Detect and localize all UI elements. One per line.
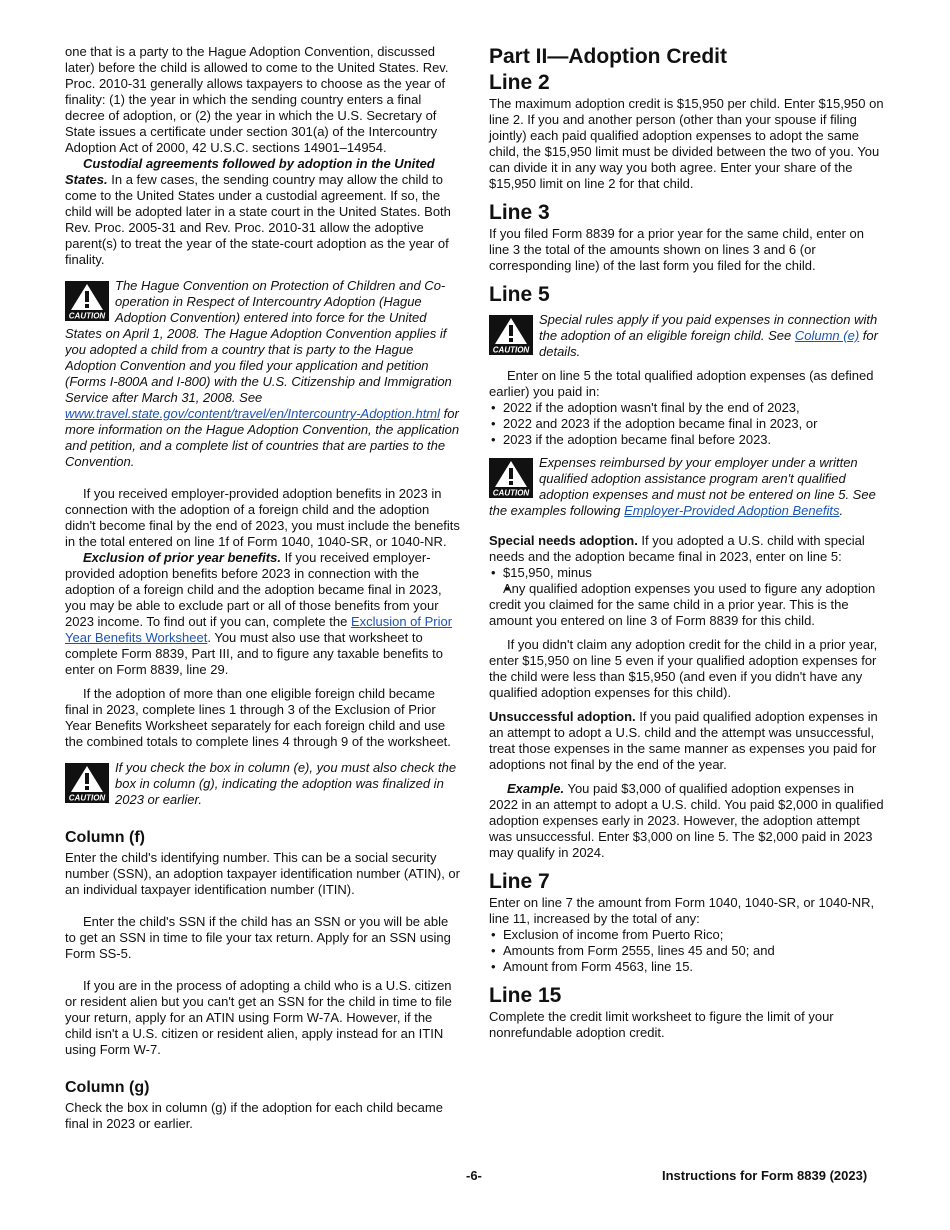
- caution-text: Special rules apply if you paid expenses in connection with the adoption of an eligible foreign child. See: [539, 312, 878, 343]
- right-column: [489, 44, 885, 1041]
- run-in-heading: Unsuccessful adoption.: [489, 709, 636, 724]
- list-item: • 2022 if the adoption wasn't final by the end of 2023,: [489, 400, 885, 416]
- paragraph-text: If you adopted a U.S. child with special needs and the adoption became final in 2023, enter on line 5:: [489, 533, 865, 564]
- paragraph-exclusion: [65, 550, 461, 678]
- paragraph: one that is a party to the Hague Adoption Convention, discussed later) before the child is allowed to come to the United States. Rev. Proc. 2010-31 generally allows taxpayers to choose as the year of finality: (1) the year in which the sending country enters a final decree of adoption, or (2) the year in which the U.S. Secretary of State issues a certificate under section 301(a) of the Intercountry Adoption Act of 2000, 42 U.S.C. sections 14901–14954.: [65, 44, 449, 155]
- bullet-list: [489, 400, 885, 448]
- paragraph: Check the box in column (g) if the adoption for each child became final in 2023 or earlier.: [65, 1100, 443, 1131]
- bullet-list: [489, 565, 885, 629]
- caution-icon: [489, 315, 533, 355]
- paragraph-text: . You must also use that worksheet to complete Form 8839, Part III, and to figure any taxable benefits to enter on Form 8839, line 29.: [65, 630, 443, 677]
- page-number: -6-: [466, 1168, 482, 1183]
- list-item: • 2022 and 2023 if the adoption became final in 2023, or: [489, 416, 885, 432]
- caution-note: [65, 760, 461, 808]
- caution-text: If you check the box in column (e), you must also check the box in column (g), indicating the adoption was finalized in 2023 or earlier.: [115, 760, 457, 807]
- caution-icon: [65, 281, 109, 321]
- heading-line-15: Line 15: [489, 984, 562, 1007]
- heading-line-2: Line 2: [489, 71, 550, 94]
- paragraph-special-needs: [489, 533, 885, 565]
- caution-icon: [489, 458, 533, 498]
- list-item: • Any qualified adoption expenses you used to figure any adoption credit you claimed for the same child in a prior year. This is the amount you entered on line 3 of Form 8839 for this child.: [489, 581, 885, 629]
- run-in-heading: Example.: [507, 781, 565, 796]
- bullet-list: [489, 927, 885, 975]
- paragraph: If you didn't claim any adoption credit for the child in a prior year, enter $15,950 on line 5 even if your qualified adoption expenses for the child were less than $15,950 (and even if you didn't have any qualified adoption expenses for this child).: [489, 637, 878, 700]
- caution-text: for more information on the Hague Adoption Convention, the application and petition, and a complete list of countries that are parties to the Convention.: [65, 406, 460, 469]
- paragraph-text: You paid $3,000 of qualified adoption expenses in 2022 in an attempt to adopt a U.S. child. You paid $2,000 in qualified adoption expenses early in 2023. However, the adoption attempt was unsuccessful. Enter $3,000 on line 5. The $2,000 paid in 2023 may qualify in 2024.: [489, 781, 884, 860]
- list-item: • 2023 if the adoption became final before 2023.: [489, 432, 885, 448]
- paragraph: Enter on line 7 the amount from Form 1040, 1040-SR, or 1040-NR, line 11, increased by the total of any:: [489, 895, 875, 926]
- paragraph-text: If you paid qualified adoption expenses in an attempt to adopt a U.S. child and the attempt was unsuccessful, treat those expenses in the same manner as expenses you paid for adoptions not final by the end of the year.: [489, 709, 878, 772]
- employer-provided-benefits-link[interactable]: Employer-Provided Adoption Benefits: [624, 503, 840, 518]
- heading-line-5: Line 5: [489, 283, 550, 306]
- svg-text:CAUTION: CAUTION: [68, 793, 106, 803]
- paragraph: Enter the child's identifying number. This can be a social security number (SSN), an adoption taxpayer identification number (ATIN), or an individual taxpayer identification number (ITIN).: [65, 850, 460, 897]
- caution-text: Expenses reimbursed by your employer under a written qualified adoption assistance program aren't qualified adoption expenses and must not be entered on line 5. See the examples following: [489, 455, 876, 518]
- caution-text: for details.: [539, 328, 878, 359]
- paragraph: Enter on line 5 the total qualified adoption expenses (as defined earlier) you paid in:: [489, 368, 874, 399]
- heading-line-7: Line 7: [489, 870, 550, 893]
- list-item: • Exclusion of income from Puerto Rico;: [489, 927, 885, 943]
- caution-note: [65, 278, 461, 470]
- left-column: [65, 44, 461, 1132]
- list-item: • Amounts from Form 2555, lines 45 and 50; and: [489, 943, 885, 959]
- paragraph: Complete the credit limit worksheet to figure the limit of your nonrefundable adoption credit.: [489, 1009, 834, 1040]
- caution-icon: [65, 763, 109, 803]
- paragraph: Enter the child's SSN if the child has an SSN or you will be able to get an SSN in time to file your tax return. Apply for an SSN using Form SS-5.: [65, 914, 451, 961]
- heading-column-f: Column (f): [65, 829, 145, 846]
- caution-text: .: [839, 503, 844, 518]
- run-in-heading: Exclusion of prior year benefits.: [83, 550, 281, 565]
- paragraph: The maximum adoption credit is $15,950 per child. Enter $15,950 on line 2. If you and another person (other than your spouse if filing jointly) each paid qualified adoption expenses to adopt the same child, the $15,950 limit must be divided between the two of you. You can divide it in any way you both agree. Enter your share of the $15,950 limit on line 2 for that child.: [489, 96, 884, 191]
- paragraph: If you are in the process of adopting a child who is a U.S. citizen or resident alien but you can't get an SSN for the child in time to file your return, apply for an ATIN using Form W-7A. However, if the child isn't a U.S. citizen or resident alien, apply instead for an ITIN using Form W-7.: [65, 978, 452, 1057]
- paragraph-example: [489, 781, 885, 861]
- paragraph: If the adoption of more than one eligible foreign child became final in 2023, complete lines 1 through 3 of the Exclusion of Prior Year Benefits Worksheet separately for each foreign child and use the combined totals to complete lines 4 through 9 of the worksheet.: [65, 686, 451, 749]
- caution-note: [489, 312, 885, 360]
- svg-text:CAUTION: CAUTION: [68, 311, 106, 321]
- paragraph: If you received employer-provided adoption benefits in 2023 in connection with the adoption of a foreign child and the adoption didn't become final by the end of 2023, you must include the benefits in the total entered on line 1f of Form 1040, 1040-SR, or 1040-NR.: [65, 486, 460, 549]
- run-in-heading: Special needs adoption.: [489, 533, 638, 548]
- svg-text:CAUTION: CAUTION: [492, 345, 530, 355]
- run-in-heading: Custodial agreements followed by adoption in the United States.: [65, 156, 435, 187]
- column-e-link[interactable]: Column (e): [794, 328, 860, 343]
- footer-title: Instructions for Form 8839 (2023): [662, 1168, 868, 1183]
- list-item: • $15,950, minus: [489, 565, 885, 581]
- caution-note: [489, 455, 885, 519]
- paragraph-unsuccessful: [489, 709, 885, 773]
- caution-text: The Hague Convention on Protection of Children and Co-operation in Respect of Intercountry Adoption (Hague Adoption Convention) entered into force for the United States on April 1, 2008. The Hague Adoption Convention applies if you adopted a child from a country that is party to the Hague Adoption Convention and you filed your application and petition (Forms I-800A and I-800) with the U.S. Citizenship and Immigration Service after March 31, 2008. See: [65, 278, 452, 405]
- list-item: • Amount from Form 4563, line 15.: [489, 959, 885, 975]
- heading-column-g: Column (g): [65, 1079, 150, 1096]
- heading-line-3: Line 3: [489, 201, 550, 224]
- paragraph: If you filed Form 8839 for a prior year for the same child, enter on line 3 the total of the amounts shown on lines 3 and 6 (or corresponding line) of the last form you filed for the child.: [489, 226, 865, 273]
- travel-state-gov-link[interactable]: www.travel.state.gov/content/travel/en/Intercountry-Adoption.html: [65, 406, 441, 421]
- paragraph-custodial: [65, 156, 461, 268]
- part-ii-heading: Part II—Adoption Credit: [489, 45, 727, 68]
- paragraph-text: If you received employer-provided adoption benefits before 2023 in connection with the adoption of a foreign child and the adoption became final in 2023, you may be able to exclude part or all of those benefits from your 2023 income. To find out if you can, complete the: [65, 550, 442, 629]
- svg-text:CAUTION: CAUTION: [492, 488, 530, 498]
- paragraph-text: In a few cases, the sending country may allow the child to come to the United States under a custodial agreement. If so, the child will be adopted later in a state court in the United States. Both Rev. Proc. 2005-31 and Rev. Proc. 2010-31 allow the adoptive parent(s) to treat the year of the state-court adoption as the year of finality.: [65, 172, 451, 267]
- exclusion-worksheet-link[interactable]: Exclusion of Prior Year Benefits Worksheet: [65, 614, 453, 645]
